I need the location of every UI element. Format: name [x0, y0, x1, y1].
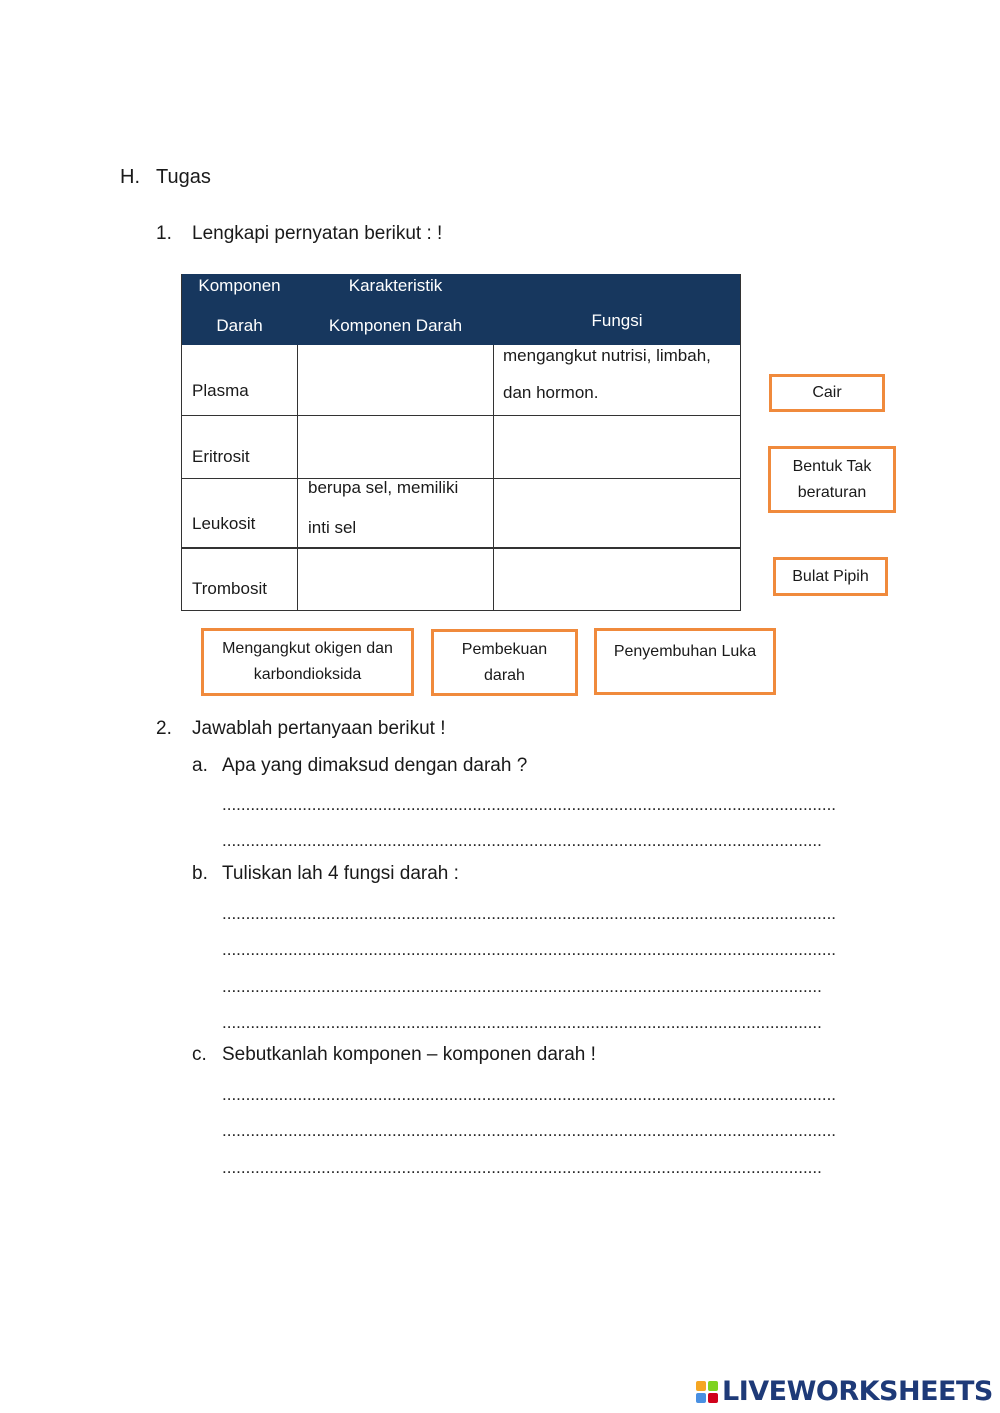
header-function-label: Fungsi [591, 311, 643, 330]
input-function-leukosit[interactable] [494, 479, 740, 547]
answer-line-2a-1[interactable]: .................................................................................................................................. [222, 795, 837, 814]
question-2b-letter: b. [192, 863, 208, 884]
question-2c [192, 1044, 596, 1066]
option-chip-pembekuan-line2: darah [484, 666, 525, 684]
question-2 [156, 718, 446, 740]
answer-line-2b-2[interactable]: .................................................................................................................................. [222, 940, 837, 959]
question-1-text: Lengkapi pernyatan berikut : ! [192, 223, 443, 244]
input-function-eritrosit[interactable] [494, 416, 740, 478]
option-chip-penyembuhan-luka[interactable] [594, 628, 776, 695]
header-component [181, 274, 298, 345]
cell-characteristic-leukosit-line2: inti sel [308, 518, 357, 537]
question-2b [192, 863, 459, 885]
cell-function-plasma-line1: mengangkut nutrisi, limbah, [503, 346, 711, 365]
option-chip-cair-label: Cair [812, 384, 842, 401]
question-1 [156, 223, 442, 245]
question-2a-text: Apa yang dimaksud dengan darah ? [222, 755, 528, 776]
header-component-line1: Komponen [198, 276, 281, 295]
header-characteristic [298, 274, 493, 345]
question-2b-text: Tuliskan lah 4 fungsi darah : [222, 863, 459, 884]
option-chip-mengangkut[interactable] [201, 628, 414, 696]
answer-line-2b-4[interactable]: ............................................................................................................................... [222, 1013, 822, 1032]
answer-line-2c-3[interactable]: ............................................................................................................................... [222, 1158, 822, 1177]
answer-line-2b-3[interactable]: ............................................................................................................................... [222, 977, 822, 996]
logo-square-2 [708, 1381, 718, 1391]
question-2c-letter: c. [192, 1044, 207, 1065]
option-chip-pembekuan-line1: Pembekuan [461, 640, 548, 658]
header-characteristic-line2: Komponen Darah [328, 316, 463, 335]
logo-square-3 [696, 1393, 706, 1403]
question-1-number: 1. [156, 223, 172, 244]
question-2a-letter: a. [192, 755, 208, 776]
liveworksheets-logo-text: LIVEWORKSHEETS [722, 1376, 993, 1407]
header-component-line2: Darah [216, 316, 263, 335]
liveworksheets-logo [696, 1376, 993, 1407]
question-2a [192, 755, 527, 777]
option-chip-bentuk-tak-beraturan[interactable] [768, 446, 896, 513]
section-heading [120, 166, 211, 189]
logo-square-1 [696, 1381, 706, 1391]
option-chip-bulat-pipih[interactable] [773, 557, 888, 596]
option-chip-mengangkut-line2: karbondioksida [253, 666, 362, 683]
option-chip-bulat-label: Bulat Pipih [792, 567, 869, 585]
logo-square-4 [708, 1393, 718, 1403]
option-chip-mengangkut-line1: Mengangkut okigen dan [222, 640, 393, 657]
input-characteristic-trombosit[interactable] [298, 549, 493, 610]
option-chip-cair[interactable] [769, 374, 885, 412]
answer-line-2a-2[interactable]: ............................................................................................................................... [222, 831, 822, 850]
cell-characteristic-leukosit-line1: berupa sel, memiliki [308, 478, 459, 497]
header-characteristic-line1: Karakteristik [348, 276, 443, 295]
question-2-number: 2. [156, 718, 172, 739]
blood-components-table [181, 274, 741, 611]
table-border-left [181, 274, 182, 611]
liveworksheets-logo-icon [696, 1381, 718, 1403]
cell-component-leukosit: Leukosit [192, 514, 256, 533]
section-number: H. [120, 166, 140, 188]
section-title: Tugas [156, 166, 211, 188]
cell-function-plasma-line2: dan hormon. [503, 383, 599, 402]
cell-component-plasma: Plasma [192, 381, 249, 400]
table-border-right [740, 274, 741, 611]
answer-line-2c-1[interactable]: .................................................................................................................................. [222, 1085, 837, 1104]
input-characteristic-plasma[interactable] [298, 345, 493, 415]
option-chip-bentuk-line1: Bentuk Tak [792, 457, 872, 475]
header-function [493, 274, 741, 345]
answer-line-2c-2[interactable]: .................................................................................................................................. [222, 1121, 837, 1140]
cell-component-eritrosit: Eritrosit [192, 447, 250, 466]
input-function-trombosit[interactable] [494, 549, 740, 610]
option-chip-pembekuan-darah[interactable] [431, 629, 578, 696]
input-characteristic-eritrosit[interactable] [298, 416, 493, 478]
option-chip-bentuk-line2: beraturan [797, 483, 867, 501]
cell-component-trombosit: Trombosit [192, 579, 267, 598]
answer-line-2b-1[interactable]: .................................................................................................................................. [222, 904, 837, 923]
table-border-bottom [181, 610, 741, 611]
question-2-text: Jawablah pertanyaan berikut ! [192, 718, 446, 739]
question-2c-text: Sebutkanlah komponen – komponen darah ! [222, 1044, 596, 1065]
option-chip-penyembuhan-label: Penyembuhan Luka [613, 643, 757, 660]
